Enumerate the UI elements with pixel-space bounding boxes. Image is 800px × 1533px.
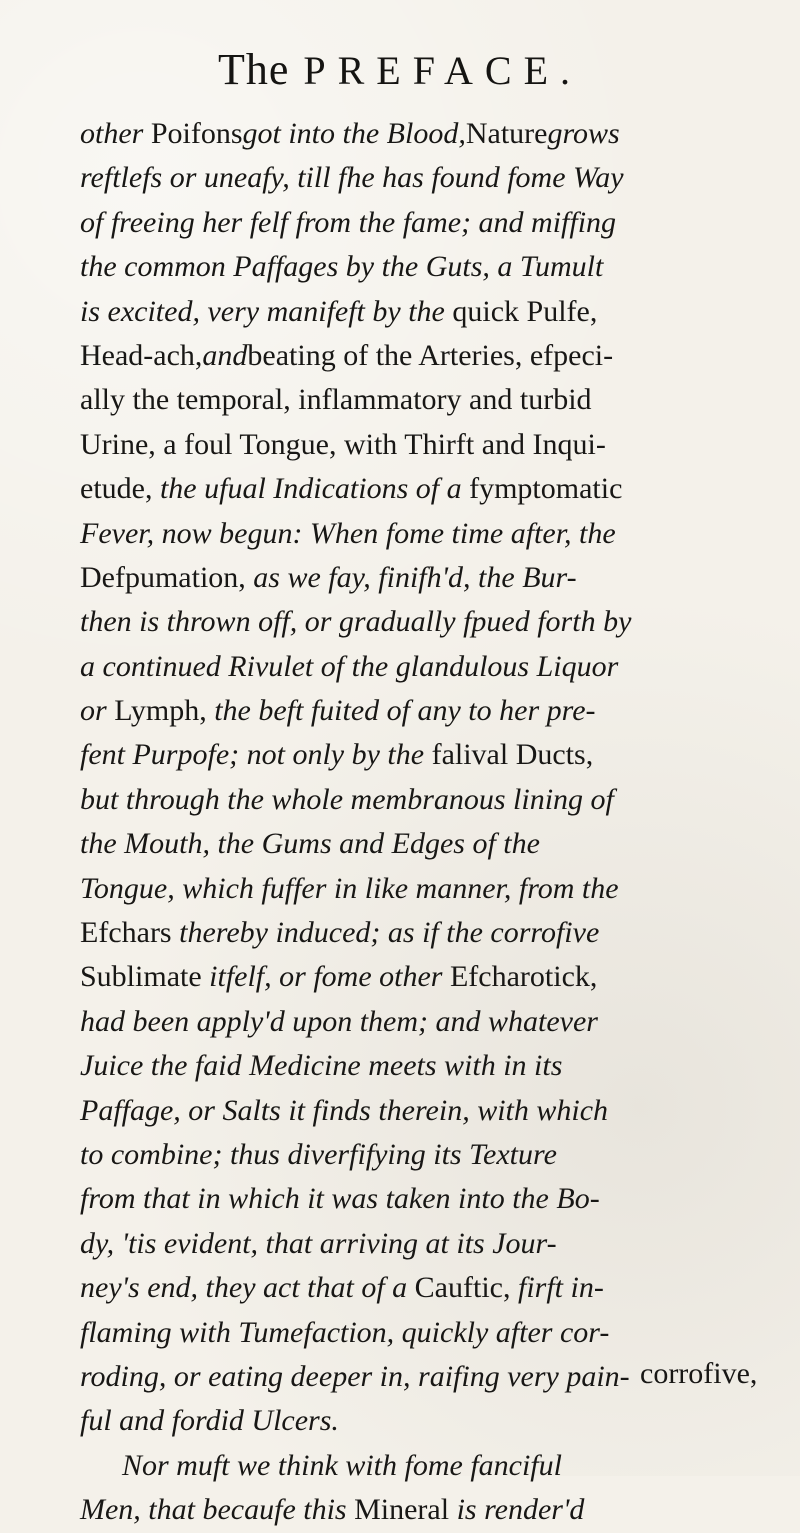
italic-text: the common Paffages by the Guts, a Tumult bbox=[80, 250, 604, 284]
roman-text: Head-ach, bbox=[80, 338, 203, 372]
text-line bbox=[80, 512, 760, 556]
running-header bbox=[0, 44, 800, 95]
roman-text: Urine, a foul Tongue, with Thirft and Inqui- bbox=[80, 427, 606, 461]
roman-text: Sublimate bbox=[80, 960, 210, 994]
text-line bbox=[80, 1399, 760, 1443]
roman-text: fymptomatic bbox=[469, 472, 623, 506]
text-line bbox=[80, 911, 760, 955]
roman-text: Nature bbox=[465, 117, 548, 150]
text-line bbox=[80, 201, 760, 245]
italic-text: got into the Blood, bbox=[242, 117, 466, 150]
italic-text: Nor muft we think with fome fanciful bbox=[122, 1448, 562, 1482]
italic-text: dy, 'tis evident, that arriving at its Jour- bbox=[80, 1226, 557, 1260]
italic-text: the Mouth, the Gums and Edges of the bbox=[80, 827, 540, 861]
text-line bbox=[80, 112, 760, 156]
text-line bbox=[80, 955, 760, 999]
text-line bbox=[80, 689, 760, 733]
italic-text: then is thrown off, or gradually fpued forth by bbox=[80, 605, 632, 639]
italic-text: ney's end, they act that of a bbox=[80, 1271, 415, 1305]
text-line bbox=[80, 378, 760, 422]
roman-text: Cauftic, bbox=[414, 1271, 518, 1305]
italic-text: flaming with Tumefaction, quickly after cor- bbox=[80, 1315, 610, 1349]
text-line bbox=[80, 423, 760, 467]
roman-text: Defpumation, bbox=[80, 560, 254, 594]
roman-text: Efchars bbox=[80, 916, 180, 950]
text-line bbox=[80, 822, 760, 866]
italic-text: itfelf, or fome other bbox=[209, 960, 450, 994]
italic-text: from that in which it was taken into the Bo- bbox=[80, 1182, 600, 1216]
header-title: PREFACE. bbox=[303, 48, 583, 93]
text-line bbox=[80, 1311, 760, 1355]
italic-text: as we fay, finifh'd, the Bur- bbox=[253, 560, 577, 594]
italic-text: the ufual Indications of a bbox=[159, 472, 470, 506]
text-line bbox=[80, 334, 760, 378]
italic-text: Tongue, which fuffer in like manner, from the bbox=[80, 871, 619, 905]
italic-text: and bbox=[202, 338, 248, 372]
text-line bbox=[80, 1177, 760, 1221]
text-line bbox=[80, 1266, 760, 1310]
italic-text: a continued Rivulet of the glandulous Liquor bbox=[80, 649, 619, 683]
roman-text: ally the temporal, inflammatory and turbid bbox=[80, 383, 592, 417]
italic-text: Paffage, or Salts it finds therein, with which bbox=[80, 1093, 609, 1127]
text-line bbox=[80, 290, 760, 334]
italic-text: fent Purpofe; not only by the bbox=[80, 738, 432, 772]
italic-text: other bbox=[80, 117, 151, 150]
text-line bbox=[80, 1000, 760, 1044]
roman-text: quick Pulfe, bbox=[452, 294, 598, 328]
italic-text: to combine; thus diverfifying its Texture bbox=[80, 1137, 557, 1171]
italic-text: but through the whole membranous lining of bbox=[80, 782, 614, 816]
preface-text-block bbox=[80, 112, 760, 1533]
italic-text: grows bbox=[547, 117, 620, 150]
text-line bbox=[80, 156, 760, 200]
italic-text: is excited, very manifeft by the bbox=[80, 294, 453, 328]
roman-text: beating of the Arteries, efpeci- bbox=[247, 338, 614, 372]
italic-text: the beft fuited of any to her pre- bbox=[214, 694, 596, 728]
roman-text: Efcharotick, bbox=[449, 960, 598, 994]
italic-text: firft in- bbox=[517, 1271, 604, 1305]
italic-text: Juice the faid Medicine meets with in its bbox=[80, 1049, 563, 1083]
italic-text: roding, or eating deeper in, raifing very pain- bbox=[80, 1359, 630, 1393]
italic-text: ful and fordid Ulcers. bbox=[80, 1404, 339, 1438]
roman-text: Mineral bbox=[354, 1493, 457, 1527]
italic-text: reftlefs or uneafy, till fhe has found fome Way bbox=[80, 161, 624, 195]
italic-text: had been apply'd upon them; and whatever bbox=[80, 1004, 598, 1038]
text-line bbox=[80, 1133, 760, 1177]
roman-text: Poifons bbox=[150, 117, 243, 150]
header-word: The bbox=[217, 45, 290, 94]
italic-text: thereby induced; as if the corrofive bbox=[179, 916, 600, 950]
text-line bbox=[80, 1222, 760, 1266]
text-line bbox=[80, 1089, 760, 1133]
text-line bbox=[80, 645, 760, 689]
text-line bbox=[80, 1488, 760, 1532]
italic-text: of freeing her felf from the fame; and miffing bbox=[80, 205, 617, 239]
text-line bbox=[80, 1044, 760, 1088]
italic-text: or bbox=[80, 694, 115, 728]
catchword: corrofive, bbox=[640, 1357, 758, 1390]
text-line bbox=[80, 245, 760, 289]
roman-text: falival Ducts, bbox=[431, 738, 594, 772]
italic-text: Fever, now begun: When fome time after, the bbox=[80, 516, 616, 550]
text-line bbox=[80, 556, 760, 600]
roman-text: etude, bbox=[80, 472, 160, 506]
text-line bbox=[80, 867, 760, 911]
roman-text: Lymph, bbox=[114, 694, 215, 728]
italic-text: Men, that becaufe this bbox=[80, 1493, 355, 1527]
italic-text: is render'd bbox=[456, 1493, 585, 1527]
text-line bbox=[80, 778, 760, 822]
text-line bbox=[80, 600, 760, 644]
text-line bbox=[80, 733, 760, 777]
text-line bbox=[80, 467, 760, 511]
text-line bbox=[80, 1444, 760, 1488]
